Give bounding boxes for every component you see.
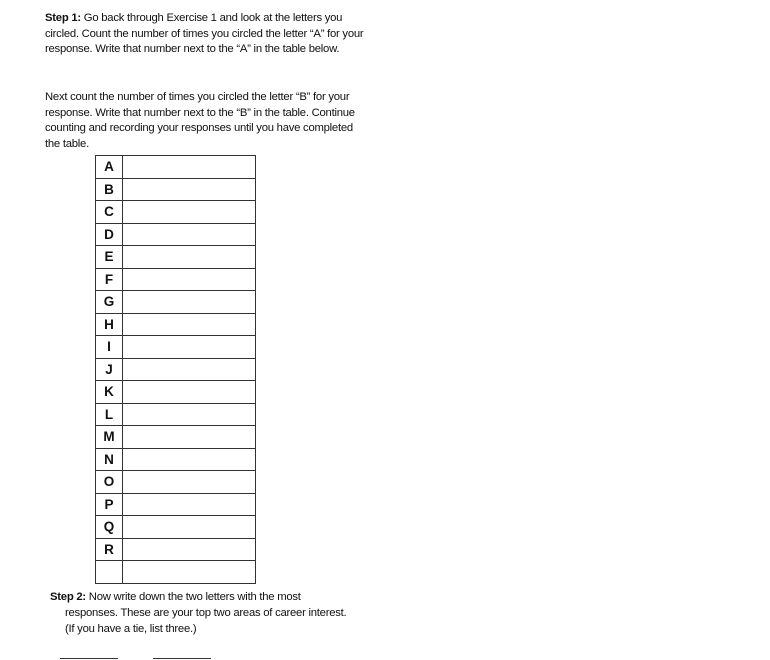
count-entry-cell[interactable] xyxy=(123,313,256,336)
table-row xyxy=(96,246,256,269)
table-row xyxy=(96,336,256,359)
step2-line2: responses. These are your top two areas of career interest. xyxy=(65,606,347,619)
count-entry-cell[interactable] xyxy=(123,358,256,381)
letter-cell: J xyxy=(96,358,123,381)
count-entry-cell[interactable] xyxy=(123,471,256,494)
count-entry-cell[interactable] xyxy=(123,156,256,179)
count-entry-cell[interactable] xyxy=(123,538,256,561)
count-entry-cell[interactable] xyxy=(123,201,256,224)
letter-count-table xyxy=(95,155,256,584)
letter-cell: N xyxy=(96,448,123,471)
count-entry-cell[interactable] xyxy=(123,448,256,471)
letter-cell: B xyxy=(96,178,123,201)
letter-cell: G xyxy=(96,291,123,314)
table-row xyxy=(96,201,256,224)
table-row xyxy=(96,156,256,179)
table-row xyxy=(96,291,256,314)
count-entry-cell[interactable] xyxy=(123,561,256,584)
count-entry-cell[interactable] xyxy=(123,268,256,291)
table-row xyxy=(96,313,256,336)
step1-label: Step 1: xyxy=(45,12,81,24)
step2-paragraph xyxy=(50,590,370,637)
step1-text: Go back through Exercise 1 and look at the letters you circled. Count the number of times you circled the letter “A” for your response. Write that number next to the “A” in the table below. xyxy=(45,12,364,56)
table-row xyxy=(96,403,256,426)
step2-line1: Now write down the two letters with the most xyxy=(85,591,301,603)
step2-line3: (If you have a tie, list three.) xyxy=(65,622,197,635)
table-row xyxy=(96,516,256,539)
answer-blank-2[interactable] xyxy=(153,658,211,659)
letter-cell: A xyxy=(96,156,123,179)
letter-cell: I xyxy=(96,336,123,359)
count-entry-cell[interactable] xyxy=(123,403,256,426)
count-entry-cell[interactable] xyxy=(123,516,256,539)
count-entry-cell[interactable] xyxy=(123,178,256,201)
table-row xyxy=(96,561,256,584)
table-row xyxy=(96,178,256,201)
table-row xyxy=(96,471,256,494)
letter-cell: K xyxy=(96,381,123,404)
letter-cell: H xyxy=(96,313,123,336)
count-entry-cell[interactable] xyxy=(123,336,256,359)
step2-label: Step 2: xyxy=(50,591,86,603)
letter-cell: L xyxy=(96,403,123,426)
count-entry-cell[interactable] xyxy=(123,223,256,246)
table-row xyxy=(96,448,256,471)
table-row xyxy=(96,538,256,561)
table-row xyxy=(96,268,256,291)
letter-cell: C xyxy=(96,201,123,224)
table-row xyxy=(96,381,256,404)
table-row xyxy=(96,223,256,246)
step1-paragraph xyxy=(45,11,370,58)
letter-cell: D xyxy=(96,223,123,246)
letter-cell xyxy=(96,561,123,584)
letter-cell: M xyxy=(96,426,123,449)
count-entry-cell[interactable] xyxy=(123,426,256,449)
count-entry-cell[interactable] xyxy=(123,246,256,269)
letter-cell: R xyxy=(96,538,123,561)
letter-cell: F xyxy=(96,268,123,291)
answer-blank-1[interactable] xyxy=(60,658,118,659)
table-row xyxy=(96,426,256,449)
step1-continued-paragraph: Next count the number of times you circled the letter “B” for your response. Write that number next to the “B” in the table. Continue counting and recording your responses until you have completed the table. xyxy=(45,91,355,150)
letter-cell: Q xyxy=(96,516,123,539)
count-entry-cell[interactable] xyxy=(123,493,256,516)
letter-cell: P xyxy=(96,493,123,516)
table-row xyxy=(96,358,256,381)
table-row xyxy=(96,493,256,516)
letter-cell: E xyxy=(96,246,123,269)
letter-cell: O xyxy=(96,471,123,494)
count-entry-cell[interactable] xyxy=(123,381,256,404)
count-entry-cell[interactable] xyxy=(123,291,256,314)
